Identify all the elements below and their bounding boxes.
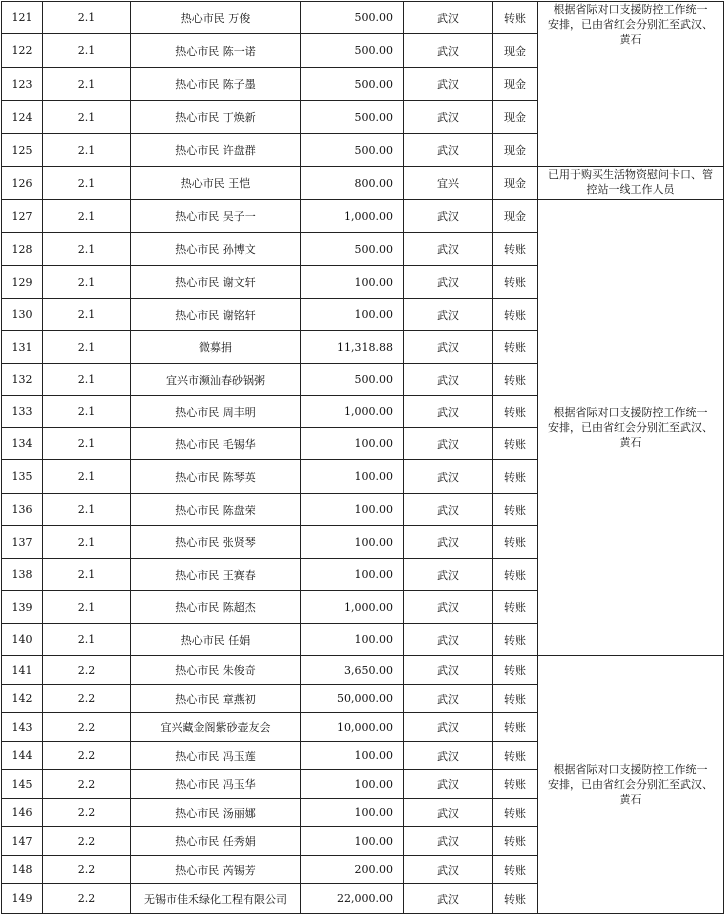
row-number-cell: 129	[2, 266, 43, 299]
destination-cell: 武汉	[404, 559, 493, 591]
donor-cell: 热心市民 许盘群	[131, 134, 301, 167]
payment-method-cell: 转账	[493, 396, 538, 428]
remark-line: 根据省际对口支援防控工作统一	[553, 3, 708, 16]
row-number-cell: 138	[2, 559, 43, 591]
amount-cell: 200.00	[301, 856, 404, 884]
destination-cell: 武汉	[404, 364, 493, 396]
destination-cell: 武汉	[404, 266, 493, 299]
remark-line: 安排，已由省红会分别汇至武汉、	[548, 778, 713, 791]
date-cell: 2.2	[43, 827, 131, 856]
donation-table	[1, 1, 724, 914]
row-number-cell: 131	[2, 331, 43, 364]
date-cell: 2.1	[43, 200, 131, 233]
payment-method-cell: 现金	[493, 68, 538, 101]
donation-table-body	[2, 2, 724, 914]
payment-method-cell: 转账	[493, 713, 538, 742]
payment-method-cell: 转账	[493, 685, 538, 713]
donor-cell: 热心市民 任娟	[131, 624, 301, 656]
row-number-cell: 124	[2, 101, 43, 134]
payment-method-cell: 转账	[493, 460, 538, 494]
amount-cell: 500.00	[301, 364, 404, 396]
row-number-cell: 122	[2, 34, 43, 68]
payment-method-cell: 转账	[493, 624, 538, 656]
row-number-cell: 149	[2, 884, 43, 914]
row-number-cell: 125	[2, 134, 43, 167]
date-cell: 2.1	[43, 559, 131, 591]
destination-cell: 武汉	[404, 34, 493, 68]
amount-cell: 800.00	[301, 167, 404, 200]
destination-cell: 武汉	[404, 299, 493, 331]
row-number-cell: 121	[2, 2, 43, 34]
amount-cell: 3,650.00	[301, 656, 404, 685]
row-number-cell: 132	[2, 364, 43, 396]
destination-cell: 武汉	[404, 2, 493, 34]
table-row	[2, 656, 724, 685]
date-cell: 2.1	[43, 428, 131, 460]
donor-cell: 宜兴藏金阁紫砂壶友会	[131, 713, 301, 742]
amount-cell: 500.00	[301, 134, 404, 167]
payment-method-cell: 转账	[493, 656, 538, 685]
amount-cell: 100.00	[301, 299, 404, 331]
destination-cell: 武汉	[404, 856, 493, 884]
destination-cell: 武汉	[404, 331, 493, 364]
donor-cell: 热心市民 陈超杰	[131, 591, 301, 624]
date-cell: 2.1	[43, 624, 131, 656]
amount-cell: 500.00	[301, 2, 404, 34]
date-cell: 2.1	[43, 331, 131, 364]
payment-method-cell: 现金	[493, 134, 538, 167]
remark-line: 黄石	[619, 436, 642, 449]
row-number-cell: 143	[2, 713, 43, 742]
remark-line: 根据省际对口支援防控工作统一	[553, 406, 708, 419]
payment-method-cell: 转账	[493, 559, 538, 591]
destination-cell: 宜兴	[404, 167, 493, 200]
remark-line: 黄石	[619, 33, 642, 46]
payment-method-cell: 现金	[493, 167, 538, 200]
payment-method-cell: 转账	[493, 233, 538, 266]
row-number-cell: 127	[2, 200, 43, 233]
donor-cell: 热心市民 吴子一	[131, 200, 301, 233]
destination-cell: 武汉	[404, 200, 493, 233]
destination-cell: 武汉	[404, 396, 493, 428]
table-row	[2, 167, 724, 200]
date-cell: 2.1	[43, 460, 131, 494]
payment-method-cell: 转账	[493, 591, 538, 624]
amount-cell: 100.00	[301, 428, 404, 460]
row-number-cell: 147	[2, 827, 43, 856]
amount-cell: 1,000.00	[301, 591, 404, 624]
donor-cell: 热心市民 陈盘荣	[131, 494, 301, 526]
destination-cell: 武汉	[404, 685, 493, 713]
row-number-cell: 139	[2, 591, 43, 624]
remark-line: 已用于购买生活物资慰问卡口、管	[548, 168, 713, 181]
row-number-cell: 126	[2, 167, 43, 200]
date-cell: 2.2	[43, 656, 131, 685]
destination-cell: 武汉	[404, 68, 493, 101]
payment-method-cell: 转账	[493, 2, 538, 34]
remark-line: 控站一线工作人员	[586, 183, 675, 196]
amount-cell: 100.00	[301, 624, 404, 656]
row-number-cell: 141	[2, 656, 43, 685]
date-cell: 2.2	[43, 770, 131, 799]
destination-cell: 武汉	[404, 827, 493, 856]
donor-cell: 热心市民 万俊	[131, 2, 301, 34]
row-number-cell: 123	[2, 68, 43, 101]
table-row	[2, 200, 724, 233]
donor-cell: 热心市民 孙博文	[131, 233, 301, 266]
donor-cell: 无锡市佳禾绿化工程有限公司	[131, 884, 301, 914]
destination-cell: 武汉	[404, 656, 493, 685]
date-cell: 2.1	[43, 591, 131, 624]
date-cell: 2.2	[43, 856, 131, 884]
donor-cell: 热心市民 陈琴英	[131, 460, 301, 494]
payment-method-cell: 转账	[493, 856, 538, 884]
row-number-cell: 148	[2, 856, 43, 884]
date-cell: 2.2	[43, 713, 131, 742]
payment-method-cell: 转账	[493, 799, 538, 827]
date-cell: 2.1	[43, 266, 131, 299]
row-number-cell: 134	[2, 428, 43, 460]
destination-cell: 武汉	[404, 494, 493, 526]
date-cell: 2.1	[43, 167, 131, 200]
donor-cell: 热心市民 谢文轩	[131, 266, 301, 299]
payment-method-cell: 转账	[493, 884, 538, 914]
amount-cell: 22,000.00	[301, 884, 404, 914]
date-cell: 2.1	[43, 299, 131, 331]
payment-method-cell: 转账	[493, 364, 538, 396]
remark-line: 安排，已由省红会分别汇至武汉、	[548, 421, 713, 434]
destination-cell: 武汉	[404, 526, 493, 559]
amount-cell: 500.00	[301, 233, 404, 266]
row-number-cell: 137	[2, 526, 43, 559]
amount-cell: 100.00	[301, 526, 404, 559]
remark-cell	[538, 167, 724, 200]
payment-method-cell: 转账	[493, 827, 538, 856]
donor-cell: 热心市民 王赛春	[131, 559, 301, 591]
payment-method-cell: 现金	[493, 34, 538, 68]
donor-cell: 热心市民 谢铭轩	[131, 299, 301, 331]
payment-method-cell: 转账	[493, 494, 538, 526]
destination-cell: 武汉	[404, 233, 493, 266]
payment-method-cell: 现金	[493, 200, 538, 233]
remark-cell	[538, 200, 724, 656]
destination-cell: 武汉	[404, 460, 493, 494]
remark-line: 黄石	[619, 793, 642, 806]
amount-cell: 1,000.00	[301, 396, 404, 428]
donor-cell: 宜兴市濒汕春砂锅粥	[131, 364, 301, 396]
date-cell: 2.1	[43, 364, 131, 396]
row-number-cell: 130	[2, 299, 43, 331]
donor-cell: 热心市民 陈一诺	[131, 34, 301, 68]
amount-cell: 100.00	[301, 742, 404, 770]
destination-cell: 武汉	[404, 428, 493, 460]
amount-cell: 100.00	[301, 799, 404, 827]
amount-cell: 100.00	[301, 770, 404, 799]
date-cell: 2.2	[43, 685, 131, 713]
amount-cell: 100.00	[301, 266, 404, 299]
date-cell: 2.1	[43, 526, 131, 559]
payment-method-cell: 转账	[493, 742, 538, 770]
remark-cell	[538, 2, 724, 167]
row-number-cell: 140	[2, 624, 43, 656]
destination-cell: 武汉	[404, 624, 493, 656]
destination-cell: 武汉	[404, 591, 493, 624]
donor-cell: 热心市民 冯玉莲	[131, 742, 301, 770]
date-cell: 2.1	[43, 101, 131, 134]
amount-cell: 100.00	[301, 827, 404, 856]
payment-method-cell: 转账	[493, 526, 538, 559]
row-number-cell: 128	[2, 233, 43, 266]
donor-cell: 热心市民 王恺	[131, 167, 301, 200]
destination-cell: 武汉	[404, 101, 493, 134]
donor-cell: 热心市民 冯玉华	[131, 770, 301, 799]
amount-cell: 100.00	[301, 460, 404, 494]
date-cell: 2.1	[43, 233, 131, 266]
donor-cell: 热心市民 丁焕新	[131, 101, 301, 134]
date-cell: 2.1	[43, 2, 131, 34]
date-cell: 2.2	[43, 799, 131, 827]
date-cell: 2.1	[43, 34, 131, 68]
donor-cell: 热心市民 毛锡华	[131, 428, 301, 460]
date-cell: 2.2	[43, 884, 131, 914]
donor-cell: 热心市民 张贤琴	[131, 526, 301, 559]
donor-cell: 热心市民 朱俊奇	[131, 656, 301, 685]
donor-cell: 热心市民 章燕初	[131, 685, 301, 713]
amount-cell: 500.00	[301, 101, 404, 134]
amount-cell: 11,318.88	[301, 331, 404, 364]
amount-cell: 500.00	[301, 68, 404, 101]
date-cell: 2.2	[43, 742, 131, 770]
donor-cell: 热心市民 汤丽娜	[131, 799, 301, 827]
amount-cell: 50,000.00	[301, 685, 404, 713]
payment-method-cell: 转账	[493, 299, 538, 331]
payment-method-cell: 转账	[493, 331, 538, 364]
row-number-cell: 142	[2, 685, 43, 713]
table-row	[2, 2, 724, 34]
remark-line: 安排，已由省红会分别汇至武汉、	[548, 18, 713, 31]
payment-method-cell: 转账	[493, 266, 538, 299]
payment-method-cell: 转账	[493, 428, 538, 460]
payment-method-cell: 现金	[493, 101, 538, 134]
date-cell: 2.1	[43, 396, 131, 428]
remark-cell	[538, 656, 724, 914]
destination-cell: 武汉	[404, 884, 493, 914]
destination-cell: 武汉	[404, 134, 493, 167]
row-number-cell: 133	[2, 396, 43, 428]
destination-cell: 武汉	[404, 742, 493, 770]
date-cell: 2.1	[43, 134, 131, 167]
row-number-cell: 136	[2, 494, 43, 526]
amount-cell: 500.00	[301, 34, 404, 68]
date-cell: 2.1	[43, 68, 131, 101]
remark-line: 根据省际对口支援防控工作统一	[553, 763, 708, 776]
donor-cell: 微募捐	[131, 331, 301, 364]
row-number-cell: 144	[2, 742, 43, 770]
destination-cell: 武汉	[404, 713, 493, 742]
row-number-cell: 135	[2, 460, 43, 494]
donor-cell: 热心市民 周丰明	[131, 396, 301, 428]
row-number-cell: 145	[2, 770, 43, 799]
payment-method-cell: 转账	[493, 770, 538, 799]
destination-cell: 武汉	[404, 770, 493, 799]
donor-cell: 热心市民 陈子墨	[131, 68, 301, 101]
donor-cell: 热心市民 芮锡芳	[131, 856, 301, 884]
amount-cell: 100.00	[301, 559, 404, 591]
row-number-cell: 146	[2, 799, 43, 827]
amount-cell: 1,000.00	[301, 200, 404, 233]
destination-cell: 武汉	[404, 799, 493, 827]
donor-cell: 热心市民 任秀娟	[131, 827, 301, 856]
amount-cell: 10,000.00	[301, 713, 404, 742]
date-cell: 2.1	[43, 494, 131, 526]
amount-cell: 100.00	[301, 494, 404, 526]
